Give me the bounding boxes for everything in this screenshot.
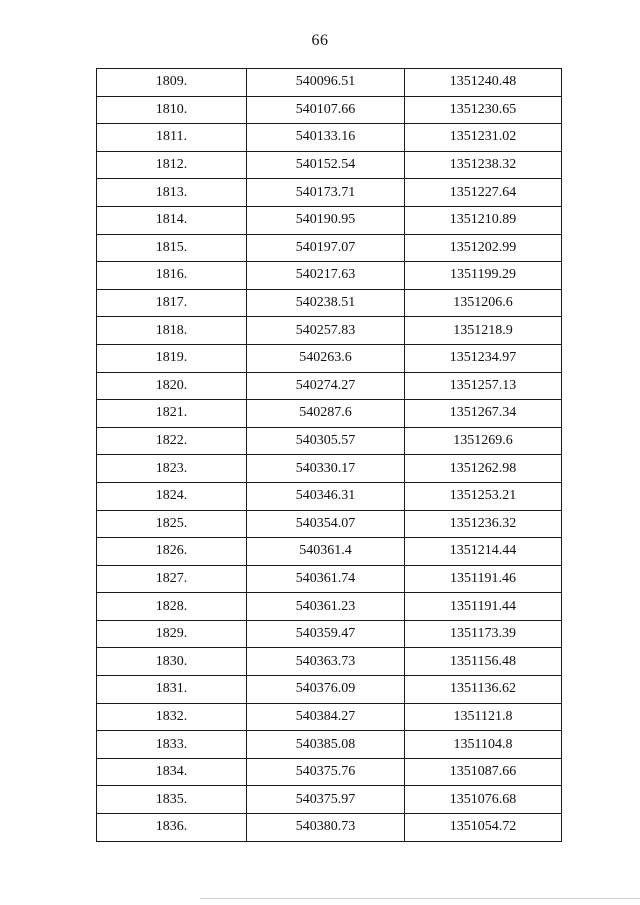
point-number-cell: 1818.	[97, 317, 247, 345]
point-number-cell: 1822.	[97, 427, 247, 455]
y-coordinate-cell: 1351121.8	[405, 703, 562, 731]
x-coordinate-cell: 540354.07	[247, 510, 405, 538]
table-row	[97, 372, 562, 400]
y-coordinate-cell: 1351156.48	[405, 648, 562, 676]
y-coordinate-cell: 1351087.66	[405, 758, 562, 786]
point-number-cell: 1824.	[97, 482, 247, 510]
y-coordinate-cell: 1351136.62	[405, 676, 562, 704]
point-number-cell: 1830.	[97, 648, 247, 676]
point-number-cell: 1823.	[97, 455, 247, 483]
point-number-cell: 1825.	[97, 510, 247, 538]
x-coordinate-cell: 540217.63	[247, 262, 405, 290]
y-coordinate-cell: 1351269.6	[405, 427, 562, 455]
x-coordinate-cell: 540257.83	[247, 317, 405, 345]
y-coordinate-cell: 1351206.6	[405, 289, 562, 317]
x-coordinate-cell: 540361.4	[247, 538, 405, 566]
point-number-cell: 1834.	[97, 758, 247, 786]
table-row	[97, 538, 562, 566]
table-row	[97, 703, 562, 731]
table-row	[97, 648, 562, 676]
x-coordinate-cell: 540359.47	[247, 620, 405, 648]
coordinates-table	[96, 68, 562, 842]
table-row	[97, 427, 562, 455]
point-number-cell: 1833.	[97, 731, 247, 759]
table-row	[97, 455, 562, 483]
point-number-cell: 1835.	[97, 786, 247, 814]
table-row	[97, 151, 562, 179]
point-number-cell: 1820.	[97, 372, 247, 400]
x-coordinate-cell: 540305.57	[247, 427, 405, 455]
table-row	[97, 731, 562, 759]
x-coordinate-cell: 540238.51	[247, 289, 405, 317]
table-row	[97, 289, 562, 317]
y-coordinate-cell: 1351202.99	[405, 234, 562, 262]
x-coordinate-cell: 540173.71	[247, 179, 405, 207]
y-coordinate-cell: 1351227.64	[405, 179, 562, 207]
table-row	[97, 262, 562, 290]
table-row	[97, 206, 562, 234]
table-row	[97, 676, 562, 704]
table-row	[97, 69, 562, 97]
y-coordinate-cell: 1351234.97	[405, 344, 562, 372]
coordinates-table-body	[97, 69, 562, 842]
point-number-cell: 1832.	[97, 703, 247, 731]
point-number-cell: 1826.	[97, 538, 247, 566]
point-number-cell: 1836.	[97, 814, 247, 842]
x-coordinate-cell: 540197.07	[247, 234, 405, 262]
x-coordinate-cell: 540346.31	[247, 482, 405, 510]
point-number-cell: 1816.	[97, 262, 247, 290]
y-coordinate-cell: 1351236.32	[405, 510, 562, 538]
point-number-cell: 1817.	[97, 289, 247, 317]
table-row	[97, 317, 562, 345]
x-coordinate-cell: 540274.27	[247, 372, 405, 400]
x-coordinate-cell: 540385.08	[247, 731, 405, 759]
point-number-cell: 1811.	[97, 124, 247, 152]
table-row	[97, 400, 562, 428]
table-row	[97, 124, 562, 152]
point-number-cell: 1814.	[97, 206, 247, 234]
x-coordinate-cell: 540330.17	[247, 455, 405, 483]
point-number-cell: 1810.	[97, 96, 247, 124]
page-edge-line	[200, 898, 640, 899]
point-number-cell: 1812.	[97, 151, 247, 179]
point-number-cell: 1829.	[97, 620, 247, 648]
y-coordinate-cell: 1351210.89	[405, 206, 562, 234]
y-coordinate-cell: 1351191.44	[405, 593, 562, 621]
y-coordinate-cell: 1351231.02	[405, 124, 562, 152]
x-coordinate-cell: 540384.27	[247, 703, 405, 731]
table-row	[97, 510, 562, 538]
table-row	[97, 814, 562, 842]
point-number-cell: 1828.	[97, 593, 247, 621]
x-coordinate-cell: 540363.73	[247, 648, 405, 676]
point-number-cell: 1815.	[97, 234, 247, 262]
page-number: 66	[311, 32, 329, 49]
table-row	[97, 482, 562, 510]
point-number-cell: 1809.	[97, 69, 247, 97]
table-row	[97, 758, 562, 786]
table-row	[97, 234, 562, 262]
y-coordinate-cell: 1351104.8	[405, 731, 562, 759]
y-coordinate-cell: 1351262.98	[405, 455, 562, 483]
x-coordinate-cell: 540375.76	[247, 758, 405, 786]
y-coordinate-cell: 1351173.39	[405, 620, 562, 648]
y-coordinate-cell: 1351076.68	[405, 786, 562, 814]
y-coordinate-cell: 1351253.21	[405, 482, 562, 510]
x-coordinate-cell: 540190.95	[247, 206, 405, 234]
y-coordinate-cell: 1351199.29	[405, 262, 562, 290]
x-coordinate-cell: 540361.74	[247, 565, 405, 593]
x-coordinate-cell: 540263.6	[247, 344, 405, 372]
y-coordinate-cell: 1351054.72	[405, 814, 562, 842]
x-coordinate-cell: 540152.54	[247, 151, 405, 179]
x-coordinate-cell: 540287.6	[247, 400, 405, 428]
x-coordinate-cell: 540375.97	[247, 786, 405, 814]
point-number-cell: 1827.	[97, 565, 247, 593]
y-coordinate-cell: 1351267.34	[405, 400, 562, 428]
y-coordinate-cell: 1351214.44	[405, 538, 562, 566]
table-row	[97, 96, 562, 124]
table-row	[97, 786, 562, 814]
y-coordinate-cell: 1351240.48	[405, 69, 562, 97]
table-row	[97, 179, 562, 207]
y-coordinate-cell: 1351257.13	[405, 372, 562, 400]
x-coordinate-cell: 540361.23	[247, 593, 405, 621]
y-coordinate-cell: 1351238.32	[405, 151, 562, 179]
x-coordinate-cell: 540107.66	[247, 96, 405, 124]
y-coordinate-cell: 1351218.9	[405, 317, 562, 345]
point-number-cell: 1821.	[97, 400, 247, 428]
x-coordinate-cell: 540096.51	[247, 69, 405, 97]
table-row	[97, 593, 562, 621]
y-coordinate-cell: 1351191.46	[405, 565, 562, 593]
y-coordinate-cell: 1351230.65	[405, 96, 562, 124]
table-row	[97, 344, 562, 372]
point-number-cell: 1819.	[97, 344, 247, 372]
x-coordinate-cell: 540376.09	[247, 676, 405, 704]
point-number-cell: 1831.	[97, 676, 247, 704]
table-row	[97, 620, 562, 648]
table-row	[97, 565, 562, 593]
x-coordinate-cell: 540133.16	[247, 124, 405, 152]
x-coordinate-cell: 540380.73	[247, 814, 405, 842]
point-number-cell: 1813.	[97, 179, 247, 207]
